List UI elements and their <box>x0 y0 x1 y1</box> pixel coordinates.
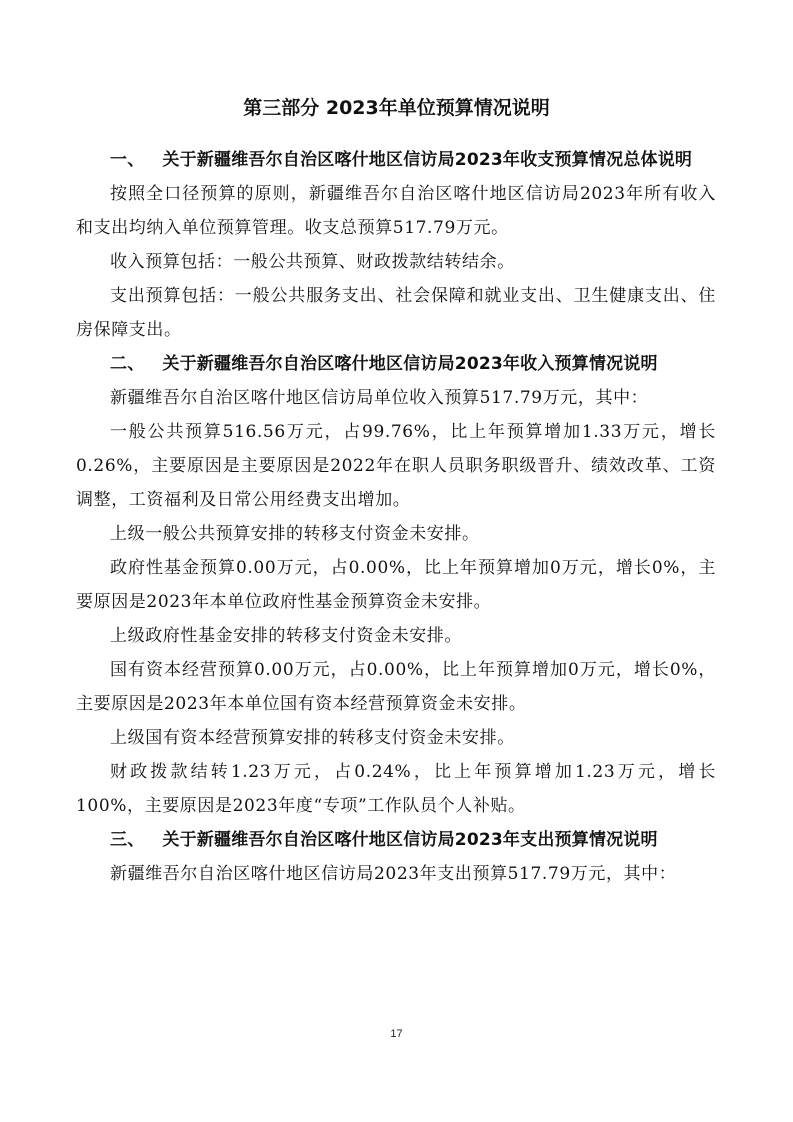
section-heading-text: 关于新疆维吾尔自治区喀什地区信访局2023年收入预算情况说明 <box>162 354 658 374</box>
section-number: 二、 <box>110 354 145 374</box>
paragraph: 财政拨款结转1.23万元，占0.24%，比上年预算增加1.23万元，增长100%，主要原因是2023年度“专项”工作队员个人补贴。 <box>76 762 716 816</box>
section-number: 三、 <box>110 830 145 850</box>
paragraph: 新疆维吾尔自治区喀什地区信访局单位收入预算517.79万元，其中： <box>110 388 649 408</box>
paragraph: 政府性基金预算0.00万元，占0.00%，比上年预算增加0万元，增长0%，主要原因是2023年本单位政府性基金预算资金未安排。 <box>76 558 716 612</box>
section-heading-text: 关于新疆维吾尔自治区喀什地区信访局2023年支出预算情况说明 <box>162 830 658 850</box>
paragraph: 收入预算包括：一般公共预算、财政拨款结转结余。 <box>110 252 515 272</box>
page-number: 17 <box>390 1028 403 1040</box>
page-title: 第三部分 2023年单位预算情况说明 <box>243 97 550 119</box>
paragraph: 支出预算包括：一般公共服务支出、社会保障和就业支出、卫生健康支出、住房保障支出。 <box>76 286 716 340</box>
paragraph: 一般公共预算516.56万元，占99.76%，比上年预算增加1.33万元，增长0.26%，主要原因是主要原因是2022年在职人员职务职级晋升、绩效改革、工资调整，工资福利及日常公用经费支出增加。 <box>76 422 716 510</box>
paragraph: 上级政府性基金安排的转移支付资金未安排。 <box>110 626 462 646</box>
section-number: 一、 <box>110 150 145 170</box>
paragraph: 上级一般公共预算安排的转移支付资金未安排。 <box>110 524 480 544</box>
section-heading <box>76 823 716 857</box>
section-heading <box>76 143 716 177</box>
section-heading <box>76 347 716 381</box>
document-body <box>76 143 716 891</box>
paragraph: 国有资本经营预算0.00万元，占0.00%，比上年预算增加0万元，增长0%，主要原因是2023年本单位国有资本经营预算资金未安排。 <box>76 660 716 714</box>
section-heading-text: 关于新疆维吾尔自治区喀什地区信访局2023年收支预算情况总体说明 <box>162 150 693 170</box>
paragraph: 上级国有资本经营预算安排的转移支付资金未安排。 <box>110 728 515 748</box>
paragraph: 按照全口径预算的原则，新疆维吾尔自治区喀什地区信访局2023年所有收入和支出均纳入单位预算管理。收支总预算517.79万元。 <box>76 184 716 238</box>
paragraph: 新疆维吾尔自治区喀什地区信访局2023年支出预算517.79万元，其中： <box>110 864 677 884</box>
